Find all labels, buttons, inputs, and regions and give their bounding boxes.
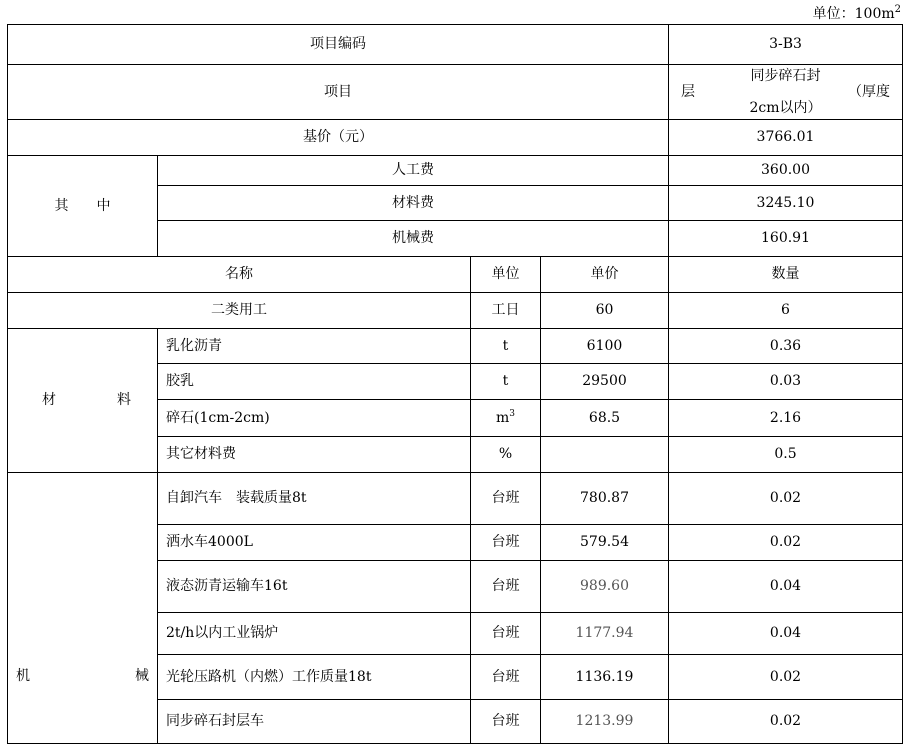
machinery-group-char-1: 机: [16, 667, 30, 684]
item-code-label: 项目编码: [8, 25, 669, 65]
unit-note-sup: 2: [894, 4, 901, 15]
row-base-price: [8, 120, 903, 156]
material-name: 乳化沥青: [158, 329, 471, 364]
machine-qty: 0.04: [669, 561, 903, 613]
material-unit: %: [471, 437, 541, 473]
material-qty: 2.16: [669, 400, 903, 437]
machine-name: 液态沥青运输车16t: [158, 561, 471, 613]
unit-note-text: 单位：100m: [812, 6, 895, 22]
material-unit: t: [471, 364, 541, 400]
machine-unit: 台班: [471, 561, 541, 613]
item-label: 项目: [8, 65, 669, 120]
item-value: [669, 65, 903, 120]
col-header-name: 名称: [8, 257, 471, 293]
breakdown-group-char-1: 其: [54, 197, 69, 214]
machine-price: 780.87: [541, 473, 669, 525]
machine-unit: 台班: [471, 473, 541, 525]
machinery-group-char-2: 械: [135, 667, 149, 684]
material-unit: t: [471, 329, 541, 364]
machine-qty: 0.02: [669, 473, 903, 525]
material-price: 68.5: [541, 400, 669, 437]
machine-name: 2t/h以内工业锅炉: [158, 613, 471, 655]
material-qty: 0.03: [669, 364, 903, 400]
machine-price: 1136.19: [541, 655, 669, 700]
material-price: [541, 437, 669, 473]
machine-qty: 0.02: [669, 525, 903, 561]
material-unit: [471, 400, 541, 437]
item-value-line3: 2cm以内）: [749, 100, 822, 116]
material-name: 其它材料费: [158, 437, 471, 473]
machine-unit: 台班: [471, 700, 541, 744]
machine-unit: 台班: [471, 655, 541, 700]
machine-name: 洒水车4000L: [158, 525, 471, 561]
row-item-code: [8, 25, 903, 65]
machine-name: 同步碎石封层车: [158, 700, 471, 744]
col-header-price: 单价: [541, 257, 669, 293]
row-labor: [8, 293, 903, 329]
col-header-unit: 单位: [471, 257, 541, 293]
machine-price: 1213.99: [541, 700, 669, 744]
labor-cost-label: 人工费: [158, 156, 669, 186]
item-value-line2-left: 层: [681, 84, 695, 100]
item-code-value: 3-B3: [669, 25, 903, 65]
machine-price: 579.54: [541, 525, 669, 561]
machine-cost-label: 机械费: [158, 221, 669, 257]
machine-qty: 0.02: [669, 655, 903, 700]
row-column-headers: [8, 257, 903, 293]
breakdown-group-label: [8, 156, 158, 257]
material-unit-base: m: [495, 409, 510, 426]
material-qty: 0.5: [669, 437, 903, 473]
machine-cost-value: 160.91: [669, 221, 903, 257]
row-labor-cost: [8, 156, 903, 186]
machine-unit: 台班: [471, 613, 541, 655]
machine-unit: 台班: [471, 525, 541, 561]
material-price: 6100: [541, 329, 669, 364]
material-name: 碎石(1cm-2cm): [158, 400, 471, 437]
base-price-label: 基价（元）: [8, 120, 669, 156]
machine-qty: 0.04: [669, 613, 903, 655]
quota-table: [7, 24, 903, 744]
unit-note: [813, 3, 901, 23]
labor-name: 二类用工: [8, 293, 471, 329]
machinery-group-label: [8, 473, 158, 744]
material-cost-value: 3245.10: [669, 186, 903, 221]
material-name: 胶乳: [158, 364, 471, 400]
machine-name: 自卸汽车 装载质量8t: [158, 473, 471, 525]
material-unit-sup: 3: [509, 408, 515, 419]
labor-unit: 工日: [471, 293, 541, 329]
table-row: [8, 329, 903, 364]
materials-group-char-2: 料: [117, 392, 131, 408]
breakdown-group-char-2: 中: [96, 197, 111, 214]
machine-qty: 0.02: [669, 700, 903, 744]
machine-name: 光轮压路机（内燃）工作质量18t: [158, 655, 471, 700]
machine-price: 1177.94: [541, 613, 669, 655]
machine-price: 989.60: [541, 561, 669, 613]
item-value-line1: 同步碎石封: [750, 68, 821, 84]
materials-group-char-1: 材: [42, 392, 56, 408]
materials-group-label: [8, 329, 158, 473]
base-price-value: 3766.01: [669, 120, 903, 156]
material-cost-label: 材料费: [158, 186, 669, 221]
col-header-qty: 数量: [669, 257, 903, 293]
row-item: [8, 65, 903, 120]
labor-price: 60: [541, 293, 669, 329]
item-value-line2-right: （厚度: [848, 84, 890, 100]
labor-qty: 6: [669, 293, 903, 329]
table-row: [8, 473, 903, 525]
labor-cost-value: 360.00: [669, 156, 903, 186]
material-qty: 0.36: [669, 329, 903, 364]
material-price: 29500: [541, 364, 669, 400]
